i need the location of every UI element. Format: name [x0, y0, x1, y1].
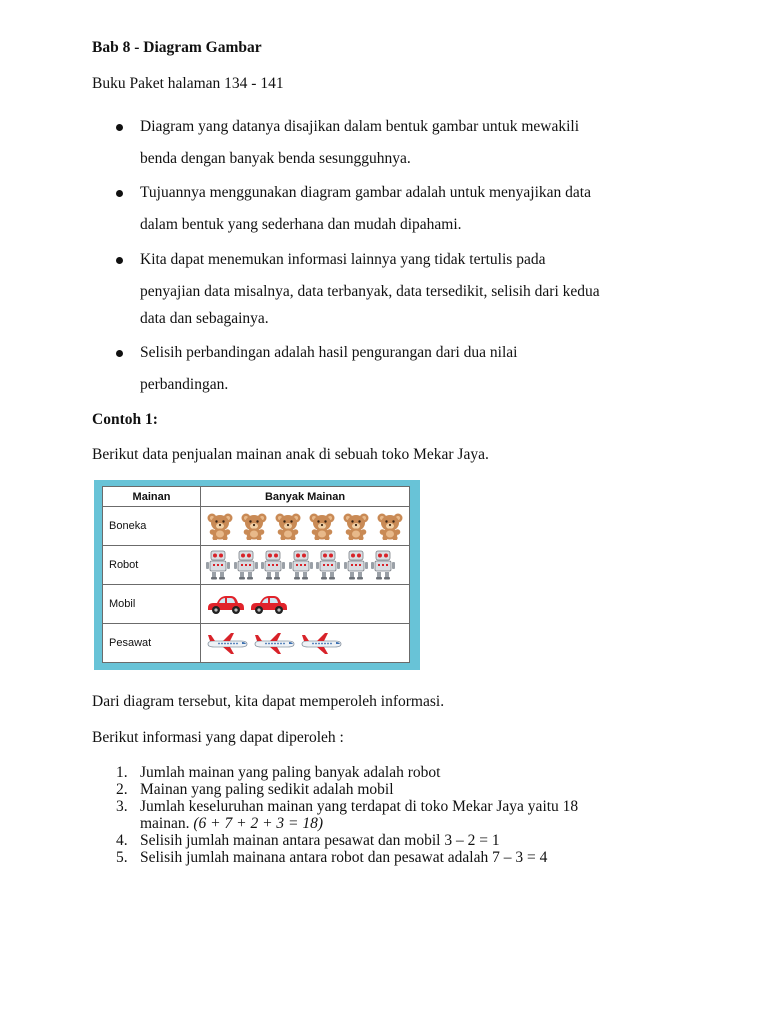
list-number: 4.: [116, 832, 128, 849]
table-row: [103, 624, 410, 663]
bullet-dot: [116, 257, 123, 264]
teddy-bear-icon: [205, 512, 235, 540]
bullet-1-line-2: benda dengan banyak benda sesungguhnya.: [140, 150, 411, 167]
list-number: 2.: [116, 781, 128, 798]
pictogram-cell: [201, 624, 410, 663]
teddy-bear-icon: [341, 512, 371, 540]
list-item-text: mainan.: [140, 815, 194, 832]
pictogram-frame: [94, 480, 420, 670]
airplane-icon: [299, 631, 343, 655]
textbook-reference: Buku Paket halaman 134 - 141: [92, 75, 284, 92]
chapter-heading: Bab 8 - Diagram Gambar: [92, 39, 262, 56]
bullet-dot: [116, 124, 123, 131]
table-row: [103, 507, 410, 546]
column-header-mainan: Mainan: [103, 487, 201, 507]
example-title: Contoh 1:: [92, 411, 158, 428]
row-label: Robot: [103, 546, 201, 585]
bullet-3-line-3: data dan sebagainya.: [140, 310, 269, 327]
bullet-3-line-1: Kita dapat menemukan informasi lainnya yang tidak tertulis pada: [140, 251, 546, 268]
bullet-2-line-1: Tujuannya menggunakan diagram gambar adalah untuk menyajikan data: [140, 184, 591, 201]
robot-icon: [205, 550, 231, 580]
bullet-4-line-2: perbandingan.: [140, 376, 229, 393]
airplane-icon: [205, 631, 249, 655]
list-number: 5.: [116, 849, 128, 866]
robot-icon: [233, 550, 259, 580]
table-row: [103, 546, 410, 585]
bullet-dot: [116, 350, 123, 357]
row-label: Pesawat: [103, 624, 201, 663]
robot-icon: [315, 550, 341, 580]
airplane-icon: [252, 631, 296, 655]
example-intro: Berikut data penjualan mainan anak di sebuah toko Mekar Jaya.: [92, 446, 489, 463]
pictogram-cell: [201, 546, 410, 585]
list-number: 1.: [116, 764, 128, 781]
car-icon: [248, 593, 288, 615]
bullet-3-line-2: penyajian data misalnya, data terbanyak, data tersedikit, selisih dari kedua: [140, 283, 600, 300]
list-item: Selisih jumlah mainana antara robot dan pesawat adalah 7 – 3 = 4: [140, 849, 548, 866]
sum-equation: (6 + 7 + 2 + 3 = 18): [193, 815, 324, 832]
row-label: Mobil: [103, 585, 201, 624]
bullet-dot: [116, 190, 123, 197]
pictogram-table: [102, 486, 410, 663]
teddy-bear-icon: [375, 512, 405, 540]
teddy-bear-icon: [273, 512, 303, 540]
bullet-2-line-2: dalam bentuk yang sederhana dan mudah dipahami.: [140, 216, 462, 233]
table-conclusion: Dari diagram tersebut, kita dapat memperoleh informasi.: [92, 693, 445, 710]
robot-icon: [288, 550, 314, 580]
teddy-bear-icon: [239, 512, 269, 540]
list-item: Selisih jumlah mainan antara pesawat dan mobil 3 – 2 = 1: [140, 832, 500, 849]
table-row: [103, 585, 410, 624]
list-item: Jumlah keseluruhan mainan yang terdapat di toko Mekar Jaya yaitu 18: [140, 798, 579, 815]
bullet-1-line-1: Diagram yang datanya disajikan dalam bentuk gambar untuk mewakili: [140, 118, 580, 135]
row-label: Boneka: [103, 507, 201, 546]
list-number: 3.: [116, 798, 128, 815]
car-icon: [205, 593, 245, 615]
robot-icon: [260, 550, 286, 580]
robot-icon: [343, 550, 369, 580]
robot-icon: [370, 550, 396, 580]
pictogram-cell: [201, 507, 410, 546]
list-item: Jumlah mainan yang paling banyak adalah robot: [140, 764, 441, 781]
info-intro: Berikut informasi yang dapat diperoleh :: [92, 729, 344, 746]
column-header-banyak-mainan: Banyak Mainan: [201, 487, 410, 507]
list-item: Mainan yang paling sedikit adalah mobil: [140, 781, 394, 798]
teddy-bear-icon: [307, 512, 337, 540]
list-item-continuation: [140, 815, 323, 832]
bullet-4-line-1: Selisih perbandingan adalah hasil pengurangan dari dua nilai: [140, 344, 518, 361]
pictogram-cell: [201, 585, 410, 624]
